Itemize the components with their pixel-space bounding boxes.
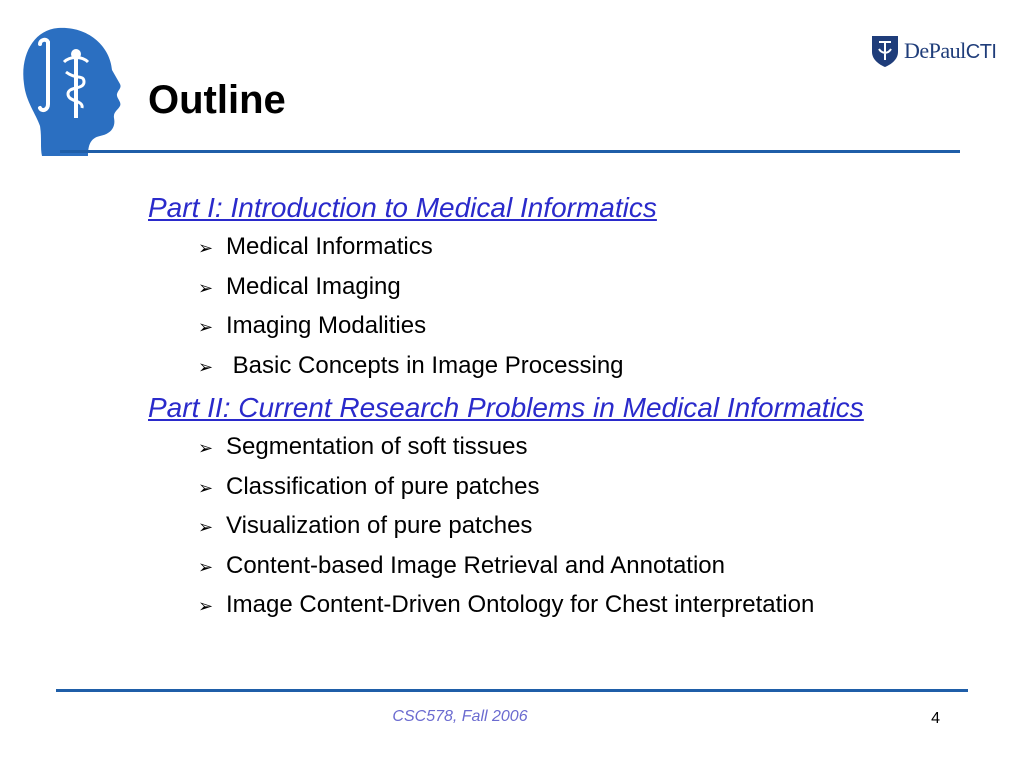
slicer-head-logo: [18, 18, 128, 158]
list-item: [148, 228, 948, 268]
list-item: [148, 307, 948, 347]
list-item-text: Imaging Modalities: [226, 312, 427, 339]
list-item-text: Segmentation of soft tissues: [226, 433, 528, 460]
list-item-text: Content-based Image Retrieval and Annotation: [226, 551, 725, 579]
depaul-shield-icon: [870, 34, 900, 68]
part-1-items: [148, 228, 948, 386]
footer-divider: [56, 689, 968, 692]
arrow-bullet-icon: ➢: [198, 477, 214, 498]
outline-content: [148, 192, 948, 626]
list-item-text: Medical Informatics: [226, 233, 433, 260]
footer-course: CSC578, Fall 2006: [392, 708, 528, 725]
depaul-cti-text: [904, 38, 996, 64]
list-item: [148, 468, 948, 508]
list-item: [148, 586, 948, 626]
list-item-text: Basic Concepts in Image Processing: [226, 351, 624, 379]
arrow-bullet-icon: ➢: [198, 356, 214, 377]
list-item: [148, 547, 948, 587]
list-item-text: Medical Imaging: [226, 272, 401, 300]
depaul-text-main: DePaul: [904, 38, 966, 63]
list-item: [148, 507, 948, 547]
arrow-bullet-icon: ➢: [198, 277, 214, 298]
list-item-text: Visualization of pure patches: [226, 512, 533, 539]
arrow-bullet-icon: ➢: [198, 238, 214, 258]
page-number: 4: [931, 710, 940, 727]
list-item: [148, 347, 948, 387]
header-divider: [60, 150, 960, 153]
list-item-text: Image Content-Driven Ontology for Chest interpretation: [226, 591, 815, 618]
list-item: [148, 268, 948, 308]
arrow-bullet-icon: ➢: [198, 438, 214, 458]
part-2-items: [148, 428, 948, 626]
arrow-bullet-icon: ➢: [198, 317, 214, 337]
list-item: [148, 428, 948, 468]
part-2-title[interactable]: Part II: Current Research Problems in Medical Informatics: [148, 392, 864, 423]
arrow-bullet-icon: ➢: [198, 596, 214, 616]
page-title: Outline: [148, 78, 286, 122]
arrow-bullet-icon: ➢: [198, 517, 214, 537]
depaul-cti-logo: [870, 32, 996, 70]
depaul-text-suffix: CTI: [965, 41, 997, 63]
list-item-text: Classification of pure patches: [226, 472, 540, 500]
arrow-bullet-icon: ➢: [198, 556, 214, 577]
part-1-title[interactable]: Part I: Introduction to Medical Informatics: [148, 192, 657, 223]
